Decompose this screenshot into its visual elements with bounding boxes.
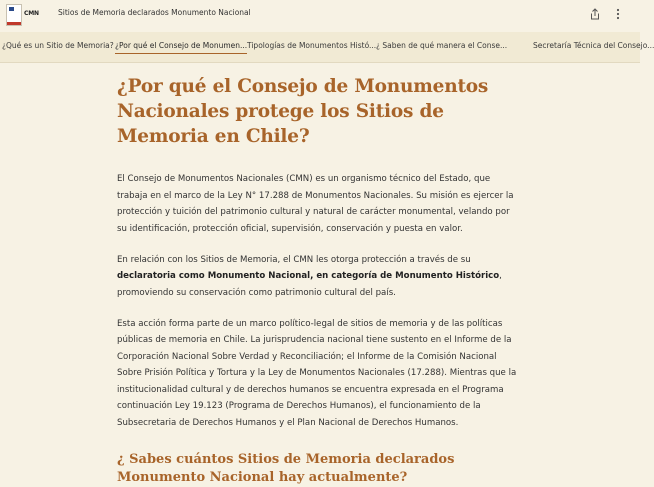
paragraph-marco-legal: Esta acción forma parte de un marco político-legal de sitios de memoria y de las políticas públicas de memoria en Chile. La jurisprudencia nacional tiene sustento en el Informe de la Corporación Nacional Sobre Verdad y Reconciliación; el Informe de la Comisión Nacional Sobre Prisión Política y Tortura y la Ley de Monumentos Nacionales (17.288). Mientras que la institucionalidad cultural y de derechos humanos se encuentra expresada en el Programa continuación Ley 19.123 (Programa de Derechos Humanos), el funcionamiento de la Subsecretaria de Derechos Humanos y el Plan Nacional de Derechos Humanos. <box>117 318 517 428</box>
top-bar <box>0 0 640 33</box>
paragraph-cmn: El Consejo de Monumentos Nacionales (CMN) es un organismo técnico del Estado, que trabaja en el marco de la Ley N° 17.288 de Monumentos Nacionales. Su misión es ejercer la protección y tuición del patrimonio cultural y natural de carácter monumental, velando por su identificación, protección oficial, supervisión, conservación y puesta en valor. <box>117 174 514 234</box>
nav-item-tipologias[interactable]: Tipologías de Monumentos Histó... <box>247 41 377 50</box>
gobierno-logo[interactable] <box>6 4 22 26</box>
section-subtitle: ¿ Sabes cuántos Sitios de Memoria declarados Monumento Nacional hay actualmente? <box>117 452 455 485</box>
nav-item-saben[interactable]: ¿ Saben de qué manera el Conse... <box>376 41 508 50</box>
article-content <box>117 74 521 487</box>
nav-item-secretaria[interactable]: Secretaría Técnica del Consejo... <box>533 41 654 50</box>
story-title: Sitios de Memoria declarados Monumento Nacional <box>58 8 251 17</box>
more-options-icon[interactable] <box>615 7 621 21</box>
nav-item-por-que[interactable]: ¿Por qué el Consejo de Monumen... <box>115 41 247 55</box>
share-icon[interactable] <box>590 8 600 20</box>
section-nav <box>0 32 654 63</box>
paragraph-proteccion-text-a: En relación con los Sitios de Memoria, el CMN les otorga protección a través de su <box>117 254 471 265</box>
paragraph-proteccion-text-b: , promoviendo su conservación como patrimonio cultural del país. <box>117 271 502 298</box>
article-title: ¿Por qué el Consejo de Monumentos Nacionales protege los Sitios de Memoria en Chile? <box>117 76 489 147</box>
paragraph-proteccion <box>117 252 521 302</box>
paragraph-proteccion-bold: declaratoria como Monumento Nacional, en categoría de Monumento Histórico <box>117 271 500 281</box>
cmn-logo[interactable]: CMN <box>24 10 39 17</box>
nav-item-que-es[interactable]: ¿Qué es un Sitio de Memoria? <box>2 41 114 50</box>
